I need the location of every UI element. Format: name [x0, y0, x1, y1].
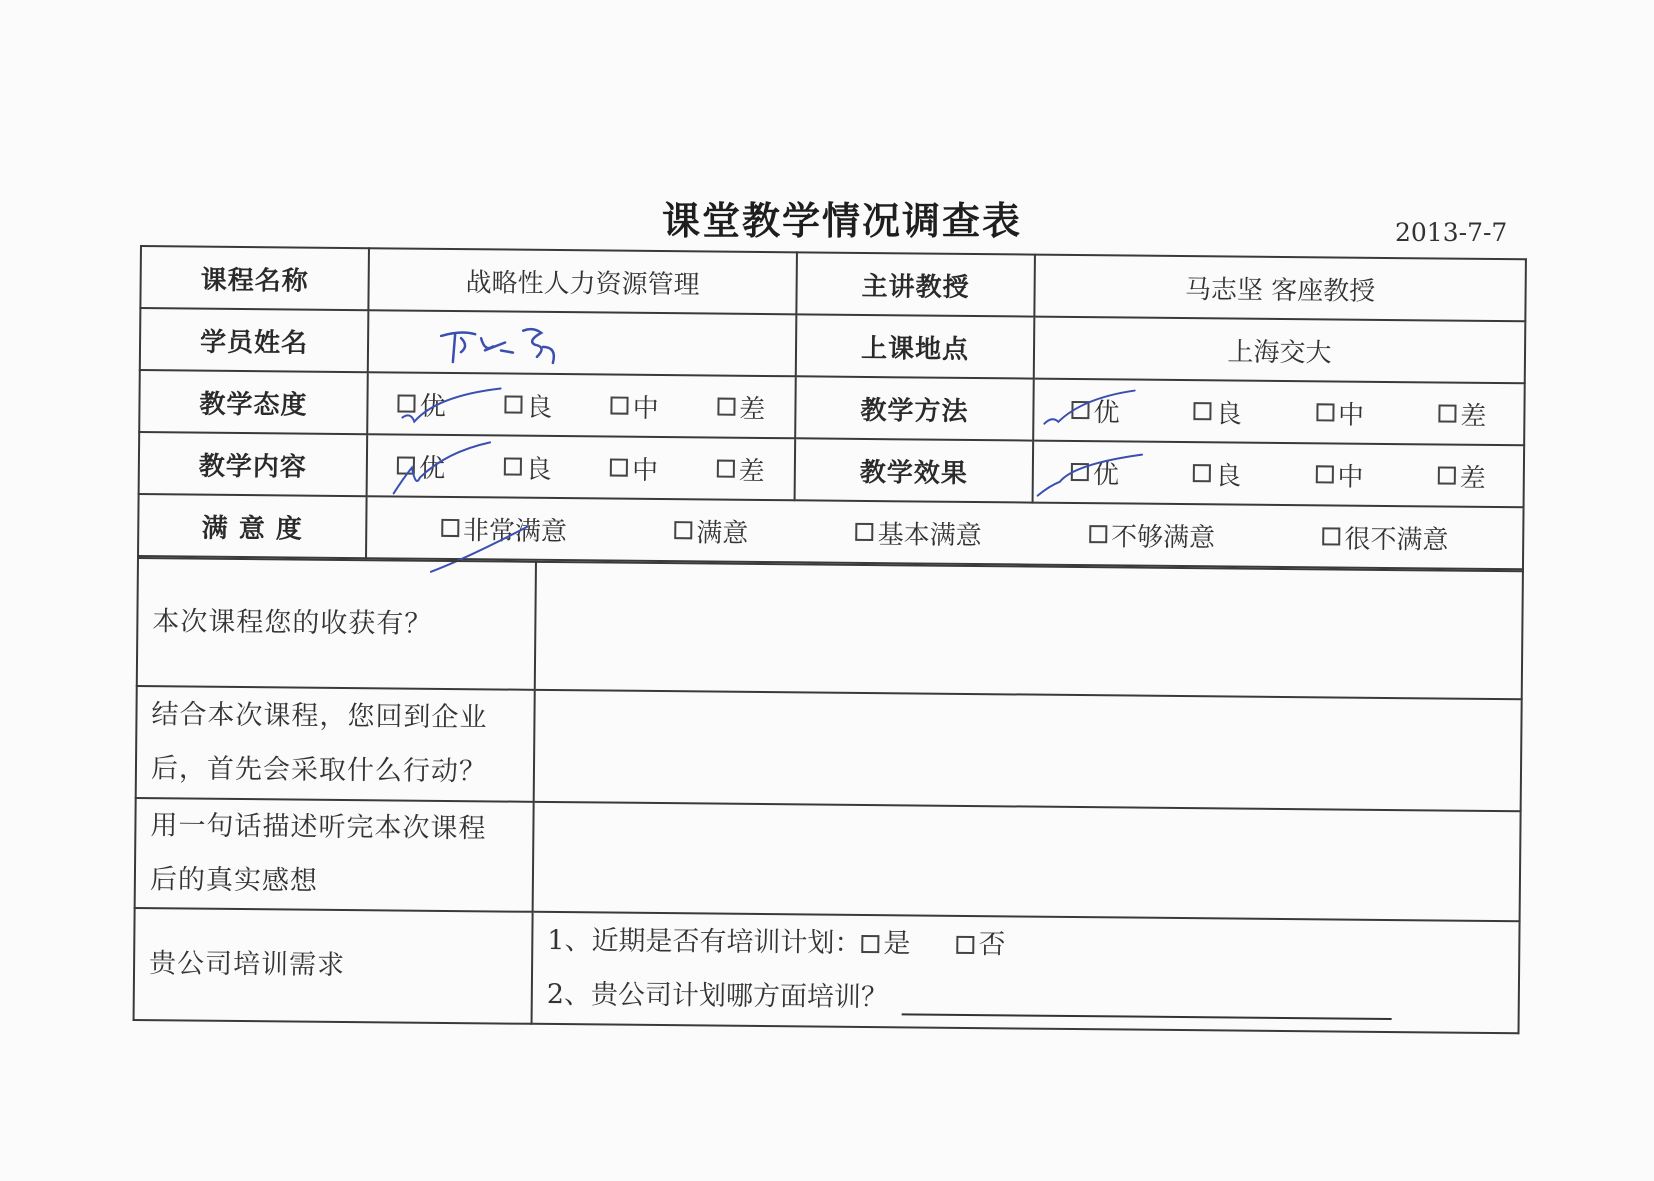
page-title: 课堂教学情况调查表 — [661, 199, 1022, 243]
satisfaction-option-very-satisfied[interactable]: 非常满意 — [441, 509, 567, 547]
method-option-excellent[interactable]: 优 — [1071, 391, 1119, 428]
attitude-options — [367, 372, 796, 438]
feedback-table — [133, 557, 1524, 1034]
needs-question: 贵公司培训需求 — [134, 908, 533, 1024]
checkbox-icon — [861, 935, 879, 953]
satisfaction-option-not-satisfied[interactable]: 不够满意 — [1089, 516, 1215, 554]
lecturer-value: 马志坚 客座教授 — [1034, 255, 1526, 322]
student-name-field[interactable] — [368, 310, 797, 376]
checkbox-icon — [1438, 404, 1456, 422]
satisfaction-option-basically-satisfied[interactable]: 基本满意 — [856, 513, 982, 551]
attitude-label: 教学态度 — [139, 370, 368, 434]
method-label: 教学方法 — [795, 376, 1034, 440]
feeling-question: 用一句话描述听完本次课程 后的真实感想 — [135, 798, 534, 912]
checkbox-icon — [1322, 527, 1340, 545]
checkbox-icon — [610, 459, 628, 477]
content-option-fair[interactable]: 中 — [610, 449, 658, 486]
method-option-poor[interactable]: 差 — [1438, 395, 1486, 432]
content-option-good[interactable]: 良 — [503, 448, 551, 485]
satisfaction-label: 满 意 度 — [138, 494, 367, 558]
attitude-option-fair[interactable]: 中 — [611, 387, 659, 424]
checkbox-icon — [1315, 465, 1333, 483]
course-name-label: 课程名称 — [140, 246, 369, 310]
checkbox-icon — [504, 396, 522, 414]
gain-question: 本次课程您的收获有？ — [137, 558, 536, 690]
plan-question: 1、近期是否有培训计划： — [547, 924, 862, 959]
method-option-fair[interactable]: 中 — [1316, 394, 1364, 431]
direction-answer-field[interactable] — [902, 981, 1392, 1020]
attitude-option-poor[interactable]: 差 — [717, 388, 765, 425]
needs-row — [134, 908, 1520, 1033]
direction-question: 2、贵公司计划哪方面培训？ — [546, 978, 889, 1014]
checkbox-icon — [397, 456, 415, 474]
checkbox-icon — [441, 519, 459, 537]
plan-yes-option[interactable]: 是 — [861, 917, 911, 971]
handwritten-signature — [431, 316, 592, 374]
course-name-value: 战略性人力资源管理 — [368, 248, 797, 314]
attitude-option-excellent[interactable]: 优 — [398, 385, 446, 422]
checkbox-icon — [1071, 463, 1089, 481]
checkbox-icon — [717, 398, 735, 416]
location-value: 上海交大 — [1034, 317, 1526, 384]
gain-answer-field[interactable] — [535, 562, 1523, 699]
checkbox-icon — [611, 397, 629, 415]
method-options — [1033, 379, 1525, 446]
checkbox-icon — [1194, 402, 1212, 420]
checkbox-icon — [856, 523, 874, 541]
content-label: 教学内容 — [139, 432, 368, 496]
checkbox-icon — [1071, 401, 1089, 419]
content-option-excellent[interactable]: 优 — [397, 447, 445, 484]
satisfaction-row — [138, 494, 1524, 569]
checkbox-icon — [1193, 464, 1211, 482]
lecturer-label: 主讲教授 — [796, 252, 1035, 316]
student-name-label: 学员姓名 — [140, 308, 369, 372]
checkbox-icon — [504, 458, 522, 476]
effect-option-good[interactable]: 良 — [1193, 455, 1241, 492]
checkbox-icon — [398, 394, 416, 412]
feeling-row — [135, 798, 1521, 921]
effect-option-excellent[interactable]: 优 — [1071, 453, 1119, 490]
effect-options — [1033, 441, 1525, 508]
action-row — [136, 686, 1522, 811]
effect-option-fair[interactable]: 中 — [1315, 456, 1363, 493]
action-answer-field[interactable] — [534, 690, 1522, 811]
effect-option-poor[interactable]: 差 — [1438, 457, 1486, 494]
needs-answer-area — [532, 912, 1520, 1033]
satisfaction-options — [366, 496, 1524, 569]
info-table — [137, 245, 1527, 570]
attitude-option-good[interactable]: 良 — [504, 386, 552, 423]
method-option-good[interactable]: 良 — [1194, 393, 1242, 430]
checkbox-icon — [956, 936, 974, 954]
location-label: 上课地点 — [796, 314, 1035, 378]
action-question: 结合本次课程，您回到企业 后，首先会采取什么行动？ — [136, 686, 535, 802]
checkbox-icon — [1089, 525, 1107, 543]
checkbox-icon — [717, 460, 735, 478]
plan-line — [547, 914, 1504, 977]
plan-no-option[interactable]: 否 — [956, 918, 1006, 972]
content-options — [367, 434, 796, 500]
survey-form — [132, 245, 1525, 1078]
satisfaction-option-satisfied[interactable]: 满意 — [674, 512, 748, 550]
checkbox-icon — [674, 521, 692, 539]
form-date: 2013-7-7 — [1395, 218, 1508, 247]
content-option-poor[interactable]: 差 — [716, 450, 764, 487]
feeling-answer-field[interactable] — [533, 802, 1521, 921]
checkbox-icon — [1316, 403, 1334, 421]
gain-row — [137, 558, 1523, 699]
direction-line — [547, 968, 1504, 1031]
checkbox-icon — [1438, 466, 1456, 484]
effect-label: 教学效果 — [795, 438, 1034, 502]
satisfaction-option-very-unsatisfied[interactable]: 很不满意 — [1322, 518, 1448, 556]
